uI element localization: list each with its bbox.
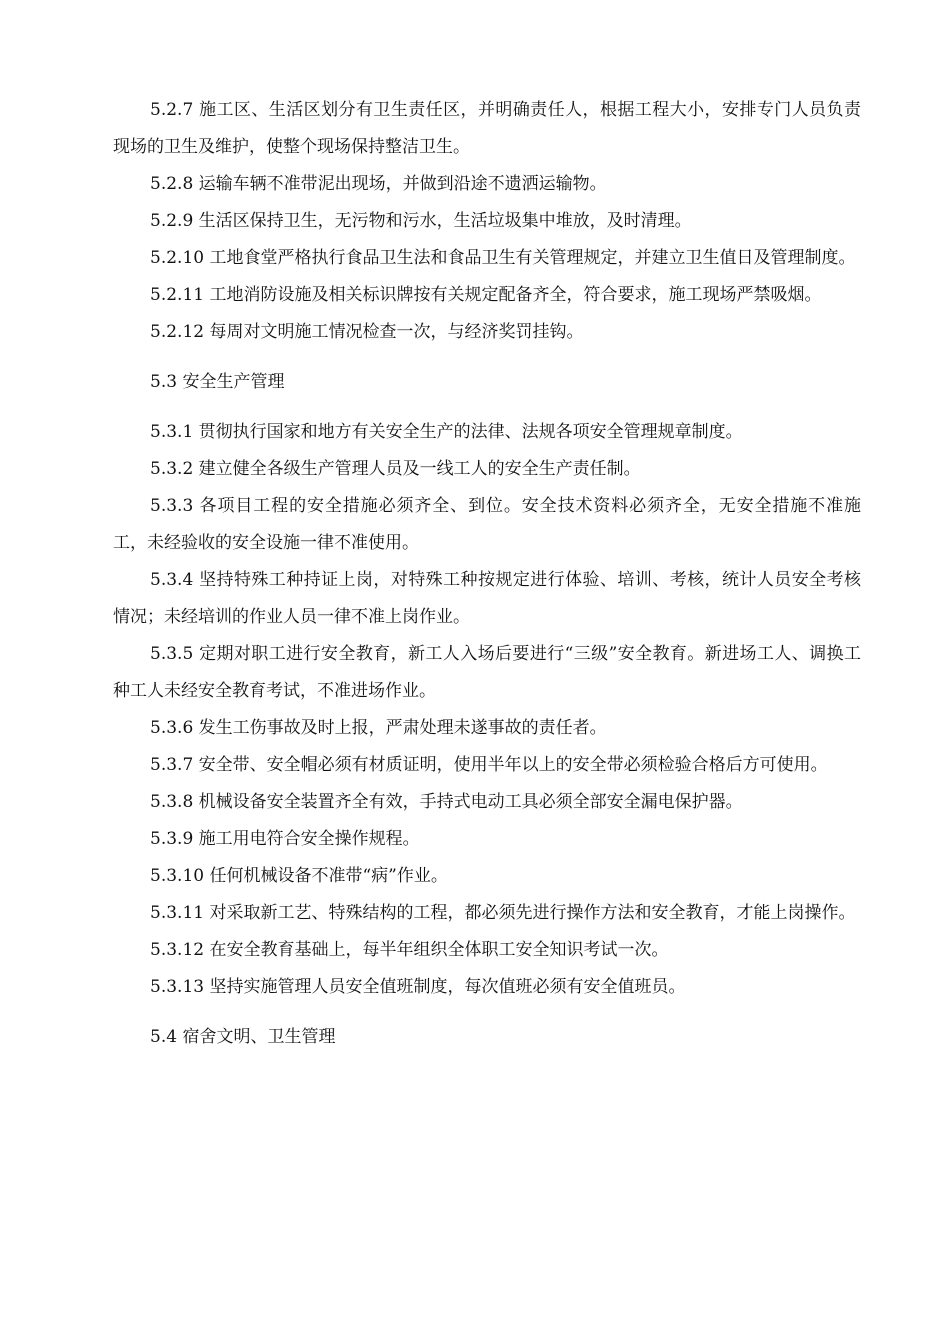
paragraph-5-3-5: 5.3.5 定期对职工进行安全教育，新工人入场后要进行“三级”安全教育。新进场工人、调换工种工人未经安全教育考试，不准进场作业。 [113, 644, 861, 701]
document-page [113, 92, 861, 1056]
paragraph-5-3-8: 5.3.8 机械设备安全装置齐全有效，手持式电动工具必须全部安全漏电保护器。 [150, 792, 743, 812]
paragraph-5-3-10: 5.3.10 任何机械设备不准带“病”作业。 [150, 866, 448, 886]
paragraph-5-3-4: 5.3.4 坚持特殊工种持证上岗，对特殊工种按规定进行体验、培训、考核，统计人员安全考核情况；未经培训的作业人员一律不准上岗作业。 [113, 570, 861, 627]
paragraph-5-3-6: 5.3.6 发生工伤事故及时上报，严肃处理未遂事故的责任者。 [150, 718, 607, 738]
section-heading-5-3: 5.3 安全生产管理 [150, 372, 285, 392]
paragraph-5-2-7: 5.2.7 施工区、生活区划分有卫生责任区，并明确责任人，根据工程大小，安排专门人员负责现场的卫生及维护，使整个现场保持整洁卫生。 [113, 100, 861, 157]
paragraph-5-2-9: 5.2.9 生活区保持卫生，无污物和污水，生活垃圾集中堆放，及时清理。 [150, 211, 692, 231]
paragraph-5-2-12: 5.2.12 每周对文明施工情况检查一次，与经济奖罚挂钩。 [150, 322, 584, 342]
paragraph-5-3-1: 5.3.1 贯彻执行国家和地方有关安全生产的法律、法规各项安全管理规章制度。 [150, 422, 743, 442]
paragraph-5-2-10: 5.2.10 工地食堂严格执行食品卫生法和食品卫生有关管理规定，并建立卫生值日及管理制度。 [150, 248, 856, 268]
section-heading-5-4: 5.4 宿舍文明、卫生管理 [150, 1027, 336, 1047]
paragraph-5-3-12: 5.3.12 在安全教育基础上，每半年组织全体职工安全知识考试一次。 [150, 940, 669, 960]
paragraph-5-3-9: 5.3.9 施工用电符合安全操作规程。 [150, 829, 420, 849]
paragraph-5-3-2: 5.3.2 建立健全各级生产管理人员及一线工人的安全生产责任制。 [150, 459, 641, 479]
paragraph-5-3-7: 5.3.7 安全带、安全帽必须有材质证明，使用半年以上的安全带必须检验合格后方可使用。 [150, 755, 828, 775]
paragraph-5-3-11: 5.3.11 对采取新工艺、特殊结构的工程，都必须先进行操作方法和安全教育，才能上岗操作。 [150, 903, 856, 923]
paragraph-5-2-11: 5.2.11 工地消防设施及相关标识牌按有关规定配备齐全，符合要求，施工现场严禁吸烟。 [150, 285, 822, 305]
paragraph-5-2-8: 5.2.8 运输车辆不准带泥出现场，并做到沿途不遗洒运输物。 [150, 174, 607, 194]
paragraph-5-3-3: 5.3.3 各项目工程的安全措施必须齐全、到位。安全技术资料必须齐全，无安全措施不准施工，未经验收的安全设施一律不准使用。 [113, 496, 861, 553]
paragraph-5-3-13: 5.3.13 坚持实施管理人员安全值班制度，每次值班必须有安全值班员。 [150, 977, 686, 997]
